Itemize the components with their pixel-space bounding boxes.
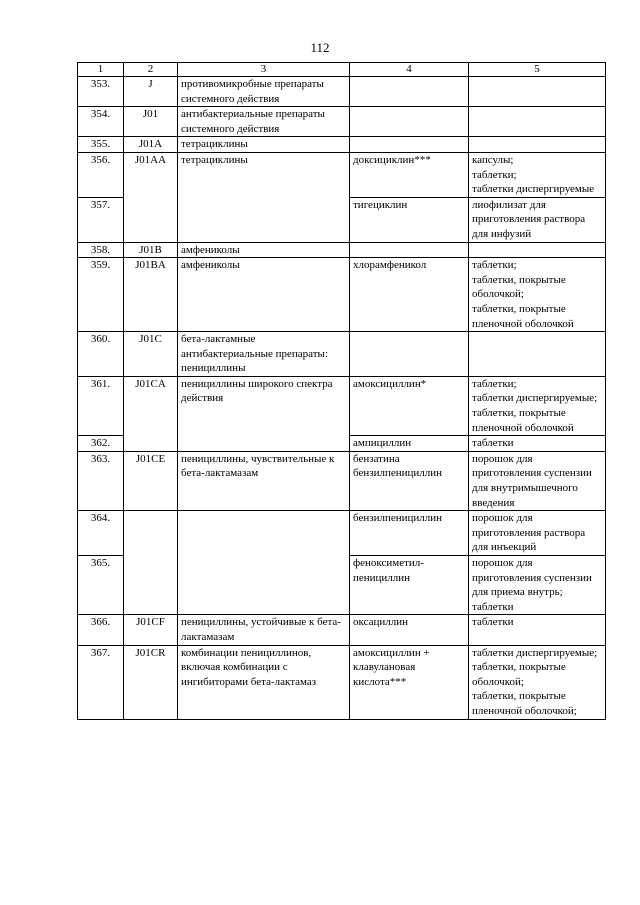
- dosage-form: порошок для приготовления суспензии для приема внутрь; таблетки: [469, 556, 606, 615]
- dosage-form: таблетки: [469, 436, 606, 452]
- group-name: амфениколы: [178, 258, 350, 332]
- drug-name: оксациллин: [350, 615, 469, 645]
- drug-name: [350, 107, 469, 137]
- dosage-form: лиофилизат для приготовления раствора для инфузий: [469, 197, 606, 242]
- drug-name: бензатина бензилпенициллин: [350, 451, 469, 510]
- atc-code: J01C: [124, 332, 178, 377]
- table-row: [78, 77, 606, 107]
- row-number: 357.: [78, 197, 124, 242]
- row-number: 355.: [78, 137, 124, 153]
- group-name: пенициллины широкого спектра действия: [178, 376, 350, 451]
- table-row: [78, 152, 606, 197]
- table-row: [78, 242, 606, 258]
- atc-code: J01CE: [124, 451, 178, 510]
- row-number: 360.: [78, 332, 124, 377]
- drug-name: амоксициллин + клавулановая кислота***: [350, 645, 469, 719]
- table-row: [78, 511, 606, 556]
- drug-name: ампициллин: [350, 436, 469, 452]
- table-row: [78, 137, 606, 153]
- table-row: [78, 332, 606, 377]
- drug-name: феноксиметил-пенициллин: [350, 556, 469, 615]
- table-row: [78, 376, 606, 435]
- atc-code: J01B: [124, 242, 178, 258]
- dosage-form: таблетки: [469, 615, 606, 645]
- dosage-form: капсулы; таблетки; таблетки диспергируемые: [469, 152, 606, 197]
- group-name: [178, 511, 350, 615]
- row-number: 365.: [78, 556, 124, 615]
- atc-code: J: [124, 77, 178, 107]
- dosage-form: [469, 332, 606, 377]
- atc-code: J01CF: [124, 615, 178, 645]
- page-number: 112: [310, 40, 330, 55]
- table-row: [78, 258, 606, 332]
- atc-code: J01CA: [124, 376, 178, 451]
- row-number: 358.: [78, 242, 124, 258]
- drug-name: амоксициллин*: [350, 376, 469, 435]
- drug-name: [350, 242, 469, 258]
- atc-code: J01BA: [124, 258, 178, 332]
- drug-table: [77, 62, 606, 720]
- row-number: 367.: [78, 645, 124, 719]
- drug-name: хлорамфеникол: [350, 258, 469, 332]
- row-number: 366.: [78, 615, 124, 645]
- dosage-form: порошок для приготовления суспензии для внутримышечного введения: [469, 451, 606, 510]
- group-name: противомикробные препараты системного действия: [178, 77, 350, 107]
- group-name: тетрациклины: [178, 137, 350, 153]
- dosage-form: [469, 107, 606, 137]
- group-name: бета-лактамные антибактериальные препараты: пенициллины: [178, 332, 350, 377]
- atc-code: J01: [124, 107, 178, 137]
- header-col-4: 4: [350, 63, 469, 77]
- drug-name: [350, 77, 469, 107]
- dosage-form: таблетки диспергируемые; таблетки, покрытые оболочкой; таблетки, покрытые пленочной оболочкой;: [469, 645, 606, 719]
- group-name: амфениколы: [178, 242, 350, 258]
- dosage-form: таблетки; таблетки, покрытые оболочкой; таблетки, покрытые пленочной оболочкой: [469, 258, 606, 332]
- table-row: [78, 615, 606, 645]
- row-number: 356.: [78, 152, 124, 197]
- group-name: тетрациклины: [178, 152, 350, 242]
- table-row: [78, 645, 606, 719]
- atc-code: J01AA: [124, 152, 178, 242]
- row-number: 353.: [78, 77, 124, 107]
- header-col-2: 2: [124, 63, 178, 77]
- dosage-form: порошок для приготовления раствора для инъекций: [469, 511, 606, 556]
- header-col-3: 3: [178, 63, 350, 77]
- dosage-form: [469, 137, 606, 153]
- row-number: 359.: [78, 258, 124, 332]
- drug-name: доксициклин***: [350, 152, 469, 197]
- group-name: пенициллины, чувствительные к бета-лактамазам: [178, 451, 350, 510]
- group-name: антибактериальные препараты системного действия: [178, 107, 350, 137]
- table-row: [78, 451, 606, 510]
- header-col-5: 5: [469, 63, 606, 77]
- drug-name: бензилпенициллин: [350, 511, 469, 556]
- table-row: [78, 107, 606, 137]
- row-number: 361.: [78, 376, 124, 435]
- drug-name: тигециклин: [350, 197, 469, 242]
- row-number: 362.: [78, 436, 124, 452]
- group-name: комбинации пенициллинов, включая комбинации с ингибиторами бета-лактамаз: [178, 645, 350, 719]
- atc-code: J01CR: [124, 645, 178, 719]
- row-number: 354.: [78, 107, 124, 137]
- row-number: 363.: [78, 451, 124, 510]
- drug-name: [350, 137, 469, 153]
- atc-code: [124, 511, 178, 615]
- dosage-form: [469, 242, 606, 258]
- group-name: пенициллины, устойчивые к бета-лактамазам: [178, 615, 350, 645]
- drug-name: [350, 332, 469, 377]
- dosage-form: [469, 77, 606, 107]
- table-header-row: [78, 63, 606, 77]
- dosage-form: таблетки; таблетки диспергируемые; таблетки, покрытые пленочной оболочкой: [469, 376, 606, 435]
- header-col-1: 1: [78, 63, 124, 77]
- row-number: 364.: [78, 511, 124, 556]
- atc-code: J01A: [124, 137, 178, 153]
